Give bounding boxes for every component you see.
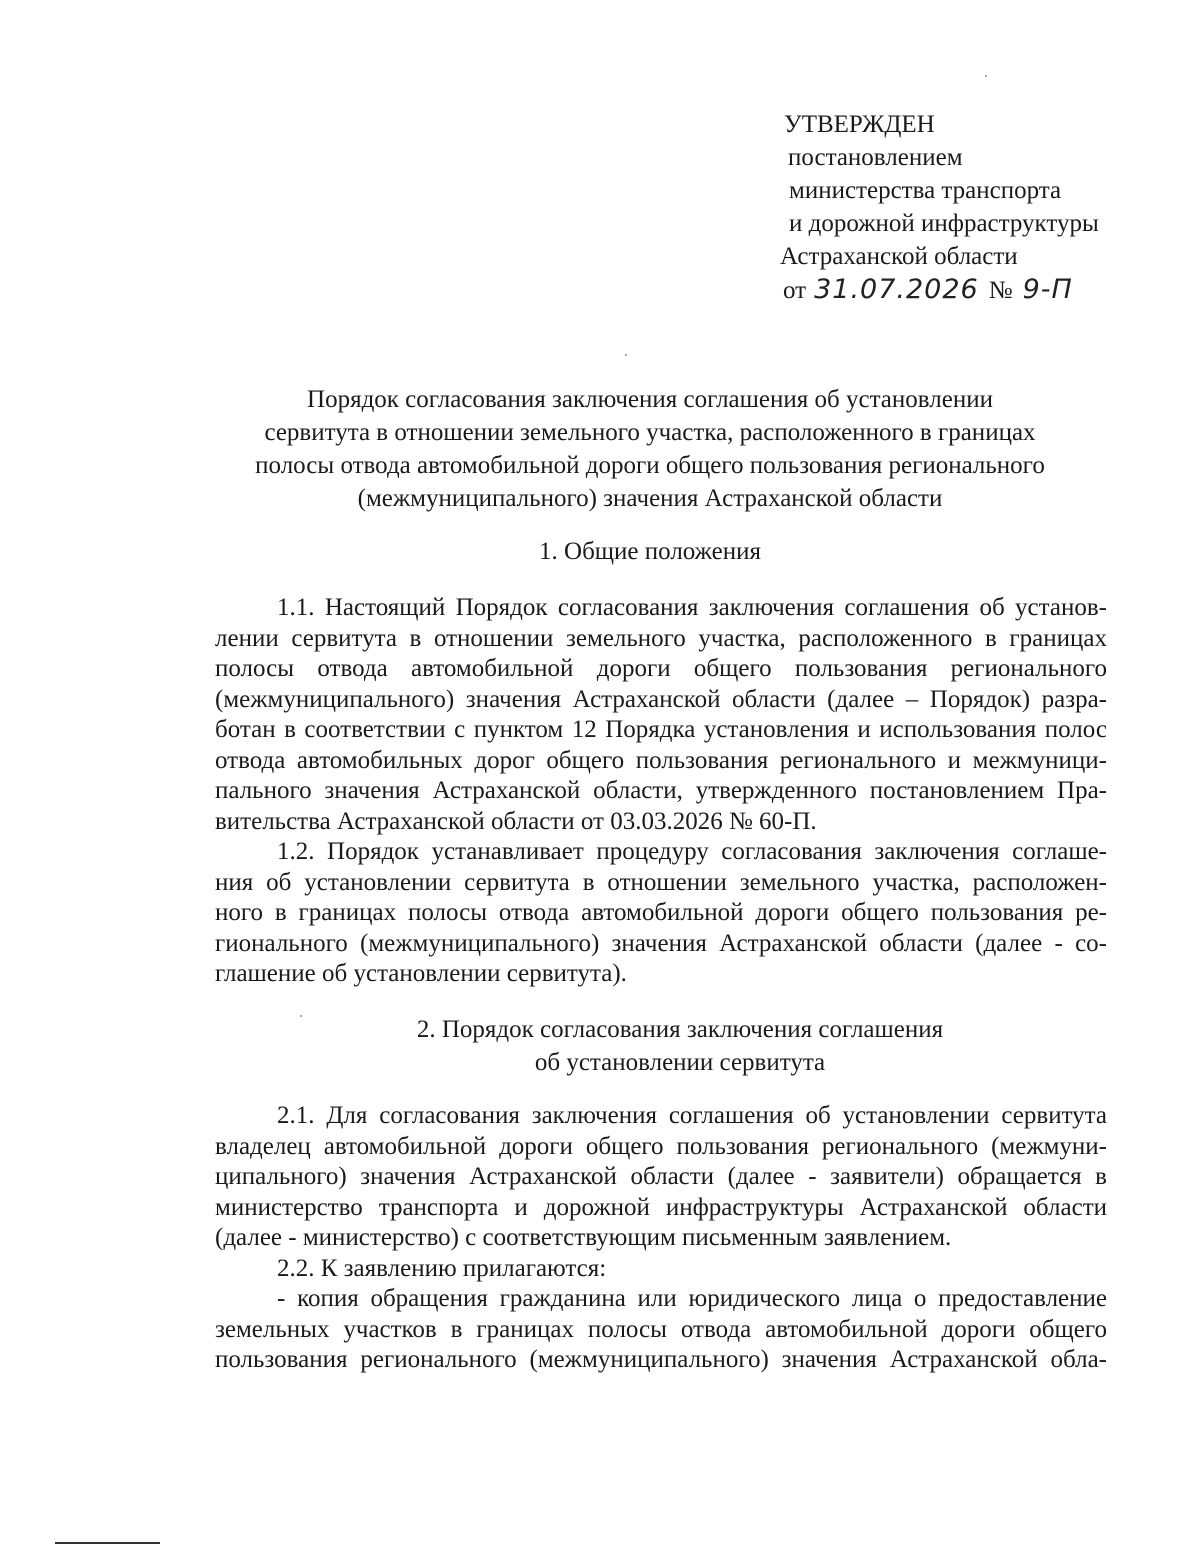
paragraph-line: пального значения Астраханской области, утвержденного постановлением Пра-	[215, 777, 1107, 804]
paragraph-line: 2.2. К заявлению прилагаются:	[277, 1254, 607, 1282]
title-line: полосы отвода автомобильной дороги общего пользования регионального	[255, 452, 1045, 479]
approval-line-1: УТВЕРЖДЕН	[784, 111, 935, 138]
paragraph-line: ботан в соответствии с пунктом 12 Порядка установления и использования полос	[215, 716, 1107, 743]
paragraph-line: гионального (межмуниципального) значения Астраханской области (далее - со-	[215, 929, 1107, 957]
document-title	[200, 383, 1100, 515]
section-2-heading	[230, 1013, 1130, 1079]
paragraph-line: ния об установлении сервитута в отношении земельного участка, расположен-	[215, 868, 1107, 896]
approval-date-line	[780, 273, 1099, 307]
approval-stamp-block	[780, 108, 1099, 307]
paragraph-line: земельных участков в границах полосы отвода автомобильной дороги общего	[215, 1315, 1107, 1343]
handwritten-date: 31.07.2026	[814, 274, 979, 305]
approval-line-5: Астраханской области	[780, 243, 1018, 270]
section-2-body	[215, 1101, 1107, 1376]
paragraph-line: глашение об установлении сервитута).	[215, 960, 627, 987]
title-line: Порядок согласования заключения соглашения об установлении	[307, 386, 993, 413]
approval-line-4: и дорожной инфраструктуры	[789, 210, 1099, 237]
paragraph-line: полосы отвода автомобильной дороги общего пользования регионального	[215, 655, 1107, 682]
scan-speck	[985, 75, 987, 77]
number-sign: №	[988, 277, 1013, 304]
scan-speck	[300, 1015, 302, 1017]
paragraph-line: лении сервитута в отношении земельного участка, расположенного в границах	[215, 624, 1107, 652]
paragraph-line: пользования регионального (межмуниципального) значения Астраханской обла-	[215, 1346, 1107, 1373]
approval-line-2: постановлением	[788, 144, 963, 171]
title-line: сервитута в отношении земельного участка, расположенного в границах	[264, 419, 1036, 446]
paragraph-line: 1.2. Порядок устанавливает процедуру согласования заключения соглаше-	[277, 838, 1107, 865]
paragraph-line: ципального) значения Астраханской области (далее - заявители) обращается в	[215, 1163, 1107, 1190]
paragraph-line: 2.1. Для согласования заключения соглашения об установлении сервитута	[277, 1102, 1107, 1129]
scan-speck	[625, 354, 627, 356]
handwritten-number: 9-П	[1022, 274, 1073, 305]
paragraph-line: - копия обращения гражданина или юридического лица о предоставление	[277, 1285, 1107, 1312]
paragraph-line: вительства Астраханской области от 03.03.2026 № 60-П.	[215, 807, 817, 835]
paragraph-line: 1.1. Настоящий Порядок согласования заключения соглашения об установ-	[277, 594, 1107, 621]
scan-edge-mark	[55, 1542, 160, 1544]
approval-line-3: министерства транспорта	[789, 177, 1062, 204]
section-1-body	[215, 593, 1107, 990]
paragraph-line: (далее - министерство) с соответствующим письменным заявлением.	[215, 1224, 952, 1251]
section-2-heading-line-2: об установлении сервитута	[534, 1049, 826, 1076]
paragraph-line: министерство транспорта и дорожной инфраструктуры Астраханской области	[215, 1193, 1107, 1221]
date-prefix: от	[783, 277, 807, 304]
section-1-heading: 1. Общие положения	[539, 538, 761, 565]
title-line: (межмуниципального) значения Астраханской области	[357, 485, 943, 512]
paragraph-line: отвода автомобильных дорог общего пользования регионального и межмуници-	[215, 746, 1107, 774]
paragraph-line: ного в границах полосы отвода автомобильной дороги общего пользования ре-	[215, 899, 1107, 926]
section-2-heading-line-1: 2. Порядок согласования заключения соглашения	[416, 1016, 944, 1043]
paragraph-line: (межмуниципального) значения Астраханской области (далее – Порядок) разра-	[215, 685, 1107, 713]
paragraph-line: владелец автомобильной дороги общего пользования регионального (межмуни-	[215, 1132, 1107, 1160]
